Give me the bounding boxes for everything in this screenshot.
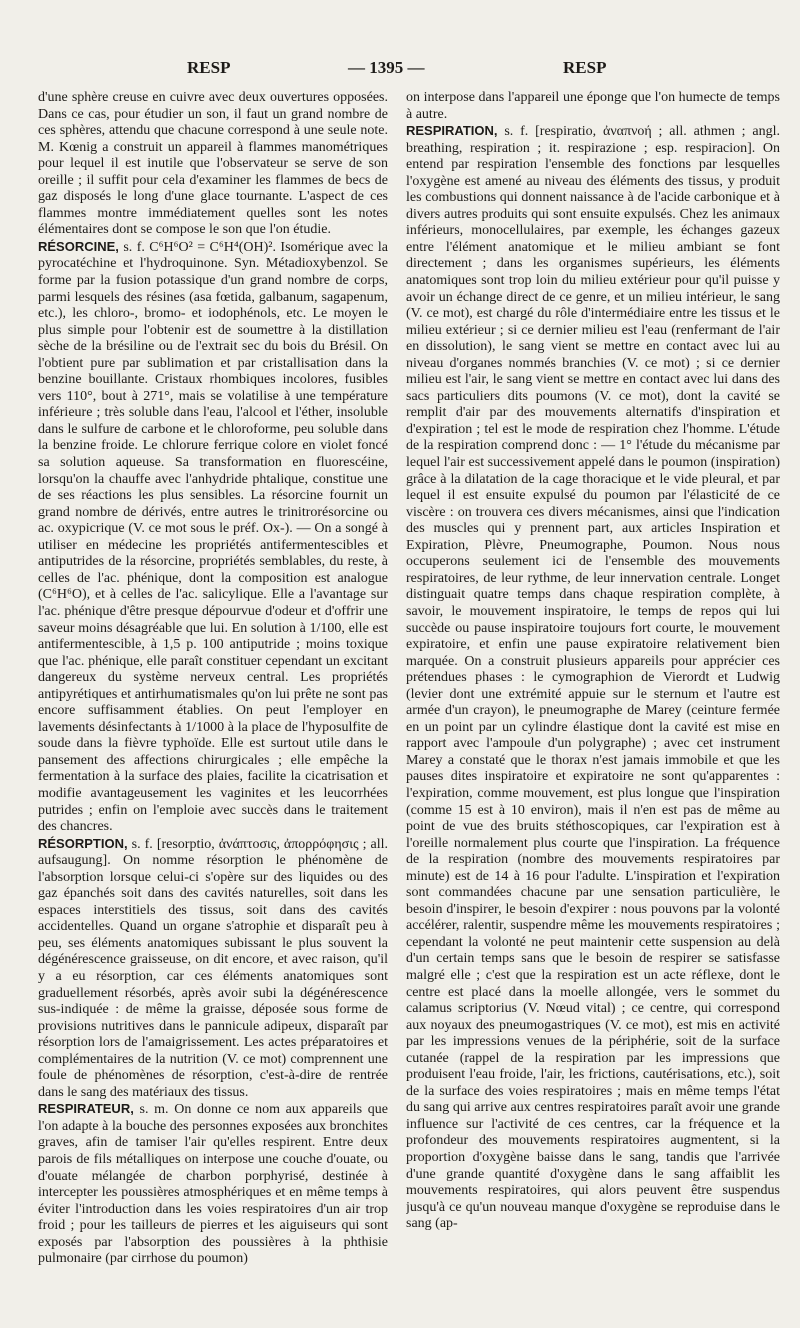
entry-text: s. m. On donne ce nom aux appareils que l'on adapte à la bouche des personnes exposées aux bronchites graves, afin de tamiser l'air qu'elles respirent. Entre deux parois de fils métalliques on interpose une couche d'ouate, ou d'ouate mélangée de charbon porphyrisé, destinée à intercepter les poussières atmosphériques et en même temps à éviter l'introduction dans les voies respiratoires d'un air trop froid ; pour les tailleurs de pierres et les aiguiseurs qui sont exposés par l'absorption des poussières à la phthisie pulmonaire (par cirrhose du poumon) <box>38 1102 388 1267</box>
paragraph-text: d'une sphère creuse en cuivre avec deux ouvertures opposées. Dans ce cas, pour étudier un son, il faut un grand nombre de ces sphères, attendu que chacune correspond à une seule note. M. Kœnig a construit un appareil à flammes manométriques pour lequel il est inutile que l'observateur se serve de son oreille ; il suffit pour cela d'examiner les flammes de becs de gaz disposés le long d'une glace tournante. L'aspect de ces flammes montre immédiatement quelles sont les notes élémentaires dont se compose le son que l'on étudie. <box>38 90 388 238</box>
right-column <box>406 90 780 1318</box>
entry-text: s. f. [resorptio, ἀνάπτοσις, ἀπορρόφησις ; all. aufsaugung]. On nomme résorption le phénomène de l'absorption lorsque celui-ci s'opère sur des liquides ou des gaz épanchés soit dans des cavités naturelles, soit dans les espaces interstitiels des tissus, soit dans des cavités accidentelles. Quand un organe s'atrophie et disparaît peu à peu, ses éléments anatomiques subissant le plus souvent la dégénérescence graisseuse, on dit encore, et avec raison, qu'il y a eu résorption, car ces éléments anatomiques sont graduellement résorbés, après avoir subi la dégénérescence sus-indiquée : de même la graisse, déposée sous forme de provisions nutritives dans le pannicule adipeux, disparaît par résorption lors de l'amaigrissement. Les actes préparatoires et complémentaires de la nutrition (V. ce mot) comprennent une foule de phénomènes de résorption, c'est-à-dire de rentrée dans le sang des matériaux des tissus. <box>38 836 388 1100</box>
entry-headword: RESPIRATION, <box>406 123 498 139</box>
running-header <box>0 58 800 86</box>
entry-headword: RESPIRATEUR, <box>38 1101 134 1117</box>
page-number: — 1395 — <box>348 58 425 77</box>
entry-continuation-paragraph <box>38 90 388 239</box>
header-left-keyword: RESP <box>187 58 231 77</box>
entry-respirateur <box>38 1101 388 1267</box>
entry-resorption <box>38 836 388 1102</box>
entry-resorcine <box>38 239 388 836</box>
left-column <box>38 90 388 1318</box>
entry-continuation-paragraph <box>406 90 780 123</box>
entry-text: s. f. [respiratio, ἀναπνοή ; all. athmen ; angl. breathing, respiration ; it. respirazione ; esp. respiracion]. On entend par respiration l'ensemble des fonctions par lesquelles l'oxygène est amené au niveau des éléments des tissus, y produit les combustions qui donnent naissance à de l'acide carbonique et à divers autres produits qui sont ensuite expulsés. Chez les animaux inférieurs, monocellulaires, par exemple, les échanges gazeux entre l'élément anatomique et le milieu ambiant se font directement ; dans les organismes supérieurs, les éléments anatomiques sont trop loin du milieu extérieur pour qu'il puisse y avoir un échange direct de ce genre, et un milieu intérieur, le sang (V. ce mot), est chargé du rôle d'intermédiaire entre les tissus et le milieu extérieur ; si ce dernier milieu est l'eau (renfermant de l'air en dissolution), le sang vient se mettre en contact avec lui au niveau d'organes nommés branchies (V. ce mot) ; si ce dernier milieu est l'air, le sang vient se mettre en contact avec lui dans des sacs particuliers dits poumons (V. ce mot), dont la cavité se remplit d'air par des mouvements alternatifs d'inspiration et d'expiration ; tel est le mode de respiration chez l'homme. L'étude de la respiration comprend donc : — 1° l'étude du mécanisme par lequel l'air est successivement appelé dans le poumon (inspiration) grâce à la dilatation de la cage thoracique et le vide pleural, et par lequel il est ensuite expulsé du poumon par l'élasticité de ce viscère : on trouvera ces divers mécanismes, ainsi que l'indication des muscles qui y prennent part, aux articles Inspiration et Expiration, Plèvre, Pneumographe, Poumon. Nous nous occuperons seulement ici de l'ensemble des mouvements respiratoires, de leur rythme, de leur innervation centrale. Longet distinguait quatre temps dans chaque respiration complète, à savoir, le mouvement inspiratoire, le temps de repos qui lui succède ou pause inspiratoire toujours fort courte, le mouvement expiratoire, et enfin une pause expiratoire relativement bien marquée. On a construit plusieurs appareils pour apprécier ces prétendues phases : le cymographion de Vierordt et Ludwig (levier dont une extrémité appuie sur le sternum et l'autre est armée d'un crayon), le pneumographe de Marey (ceinture fermée en un point par un cylindre élastique dont la cavité est mise en rapport avec l'ampoule d'un polygraphe) ; avec cet instrument Marey a constaté que le thorax n'est jamais immobile et que les pauses dites inspiratoire et expiratoire ne sont qu'apparentes : l'expiration, comme mouvement, est plus longue que l'inspiration (comme 15 est à 10 environ), mais il n'en est pas de même au point de vue des bruits stéthoscopiques, car l'expiration est à l'oreille normalement plus courte que l'inspiration. La fréquence de la respiration (nombre des mouvements respiratoires par minute) est de 14 à 16 pour l'adulte. L'inspiration et l'expiration sont commandées chacune par une sensation particulière, le besoin d'inspirer, le besoin d'expirer : nous pouvons par la volonté accélérer, ralentir, suspendre même les mouvements respiratoires ; cependant la volonté ne peut maintenir cette suspension au delà d'un certain temps sans que le besoin de respirer se satisfasse malgré elle ; c'est que la respiration est un acte réflexe, dont le centre est placé dans la moelle allongée, vers le sommet du calamus scriptorius (V. Nœud vital) ; ce centre, qui correspond aux noyaux des pneumogastriques (V. ce mot), est mis en activité par les impressions venues de la périphérie, soit de la surface cutanée (rappel de la respiration par les impressions que produisent l'eau froide, l'air, les frictions, cautérisations, etc.), soit de la surface des voies respiratoires ; mais en même temps l'état du sang qui arrive aux centres respiratoires paraît avoir une grande influence sur l'activité de ces centres, car la fréquence et la profondeur des mouvements respiratoires augmentent, si la proportion d'oxygène baisse dans le sang, tandis que l'arrivée d'une grande quantité d'oxygène dans le sang affaiblit les mouvements respiratoires, qui alors peuvent être suspendus jusqu'à ce qu'un nouveau manque d'oxygène se reproduise dans le sang (ap- <box>406 124 780 1232</box>
entry-respiration <box>406 123 780 1233</box>
entry-text: s. f. C⁶H⁶O² = C⁶H⁴(OH)². Isomérique avec la pyrocatéchine et l'hydroquinone. Syn. Métadioxybenzol. Se forme par la fusion potassique d'un grand nombre de corps, parmi lesquels des résines (asa fœtida, galbanum, sagapenum, etc.), les chloro-, bromo- et iodophénols, etc. Le moyen le plus simple pour l'obtenir est de soumettre à la distillation sèche de la brésiline ou de l'extrait sec du bois du Brésil. On l'obtient pure par sublimation et par cristallisation dans la benzine bouillante. Cristaux rhombiques incolores, fusibles vers 110°, bout à 271°, mais se volatilise à une température inférieure ; très soluble dans l'eau, l'alcool et l'éther, insoluble dans le sulfure de carbone et le chloroforme, peu soluble dans la benzine froide. Le chlorure ferrique colore en violet foncé sa solution aqueuse. Sa transformation en fluorescéine, lorsqu'on la chauffe avec l'anhydride phtalique, constitue une de ses réactions les plus sensibles. La résorcine fournit un grand nombre de dérivés, entre autres le trinitrorésorcine ou ac. oxypicrique (V. ce mot sous le préf. Ox-). — On a songé à utiliser en médecine les propriétés antifermentescibles et antiputrides de la résorcine, propriétés semblables, du reste, à celles de l'ac. phénique, dont la composition est analogue (C⁶H⁶O), et à celles de l'ac. salicylique. Elle a l'avantage sur l'ac. phénique d'être presque dépourvue d'odeur et d'offrir une saveur moins désagréable que lui. En solution à 1/100, elle est antifermentescible, à 1,5 p. 100 antiputride ; moins toxique que l'ac. phénique, elle paraît constituer cependant un excitant dangereux du système nerveux central. Les propriétés antipyrétiques et antirhumatismales qu'on lui prête ne sont pas encore suffisamment établies. On peut l'employer en lavements désinfectants à 1/1000 à la place de l'hyposulfite de soude dans la fièvre typhoïde. Elle est surtout utile dans le pansement des affections chirurgicales ; elle empêche la fermentation à la surface des plaies, facilite la cicatrisation et modifie avantageusement les vaginites et les leucorrhées putrides ; enfin on l'emploie avec succès dans le traitement des chancres. <box>38 239 388 835</box>
entry-headword: RÉSORCINE, <box>38 238 119 254</box>
paragraph-text: on interpose dans l'appareil une éponge que l'on humecte de temps à autre. <box>406 90 780 122</box>
entry-headword: RÉSORPTION, <box>38 835 128 851</box>
header-right-keyword: RESP <box>563 58 607 77</box>
